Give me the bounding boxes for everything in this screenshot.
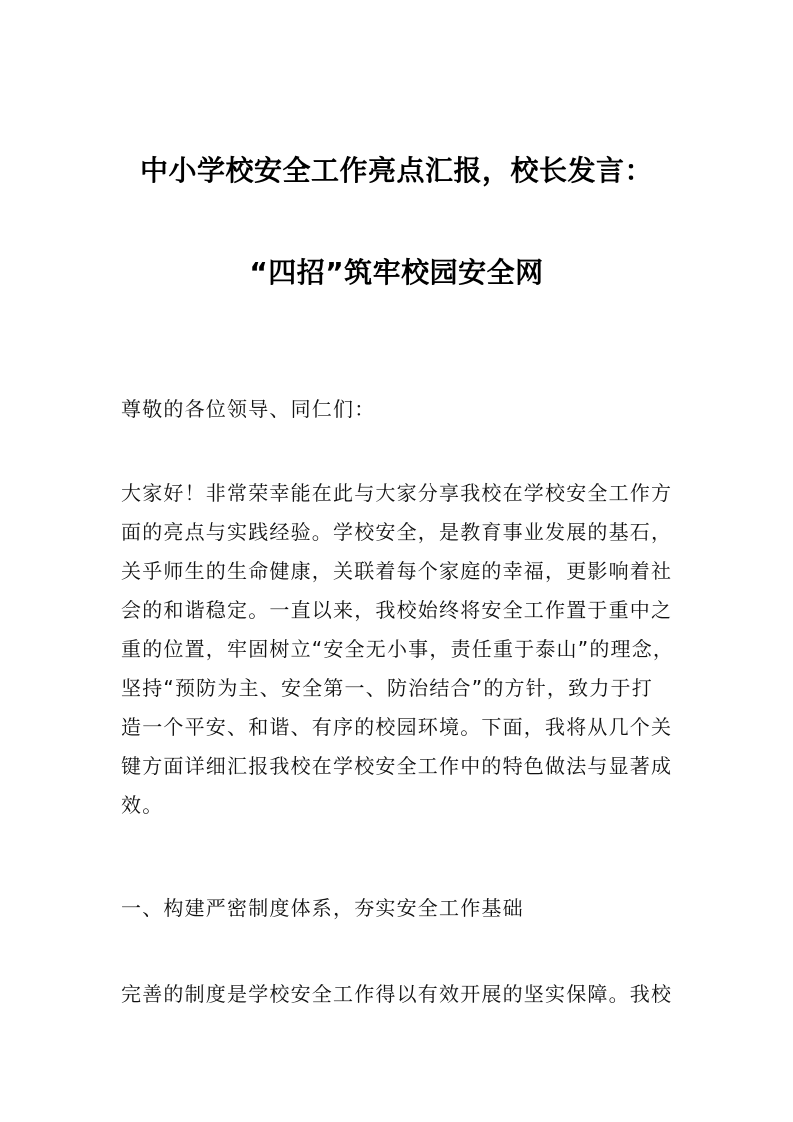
- paragraph-line: 造一个平安、和谐、有序的校园环境。下面，我将从几个关: [121, 715, 673, 739]
- document-title: 中小学校安全工作亮点汇报，校长发言：: [139, 153, 653, 187]
- paragraph-line: 大家好！非常荣幸能在此与大家分享我校在学校安全工作方: [121, 481, 673, 505]
- paragraph-line: 键方面详细汇报我校在学校安全工作中的特色做法与显著成: [121, 754, 673, 778]
- paragraph-line: 重的位置，牢固树立“安全无小事，责任重于泰山”的理念，: [121, 637, 675, 661]
- intro-paragraph: [121, 474, 677, 825]
- paragraph-line: 会的和谐稳定。一直以来，我校始终将安全工作置于重中之: [121, 598, 673, 622]
- section-paragraph: [121, 975, 677, 1014]
- paragraph-line: 坚持“预防为主、安全第一、防治结合”的方针，致力于打: [121, 676, 653, 700]
- document-subtitle: “四招”筑牢校园安全网: [249, 256, 544, 290]
- salutation-text: 尊敬的各位领导、同仁们：: [121, 397, 376, 421]
- paragraph-line: 关乎师生的生命健康，关联着每个家庭的幸福，更影响着社: [121, 559, 673, 583]
- section-heading: [121, 889, 677, 928]
- paragraph-line: 面的亮点与实践经验。学校安全，是教育事业发展的基石，: [121, 520, 673, 544]
- paragraph-line: 效。: [121, 793, 164, 817]
- paragraph-line: 完善的制度是学校安全工作得以有效开展的坚实保障。我校: [121, 982, 673, 1006]
- section-heading-text: 一、构建严密制度体系，夯实安全工作基础: [121, 896, 524, 920]
- salutation: [121, 390, 677, 429]
